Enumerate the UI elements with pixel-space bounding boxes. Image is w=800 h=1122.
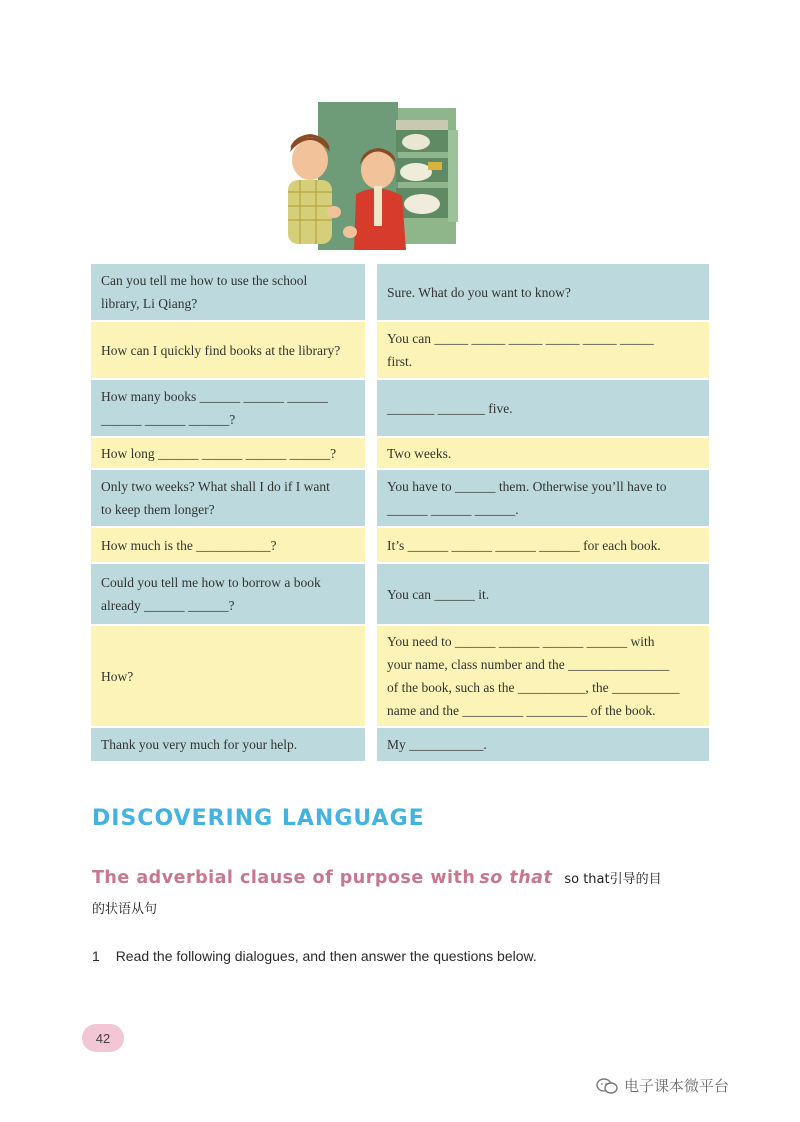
dialogue-cell-left (91, 528, 365, 562)
subheading-emphasis: so that (479, 868, 553, 888)
dialogue-text: ______ ______ ______. (387, 502, 519, 517)
section-heading: DISCOVERING LANGUAGE (92, 806, 425, 831)
exercise-instruction (92, 948, 537, 964)
dialogue-cell-left (91, 626, 365, 726)
dialogue-text: name and the _________ _________ of the book. (387, 703, 656, 718)
dialogue-cell-right (377, 564, 709, 624)
dialogue-text: of the book, such as the __________, the __________ (387, 680, 680, 695)
dialogue-text: Two weeks. (387, 445, 452, 461)
dialogue-text: It’s ______ ______ ______ ______ for each book. (387, 537, 661, 553)
dialogue-text: Can you tell me how to use the school (101, 273, 308, 288)
dialogue-cell-left (91, 380, 365, 436)
subheading-chinese: so that引导的目 (564, 872, 662, 887)
dialogue-text: How long ______ ______ ______ ______? (101, 445, 337, 461)
dialogue-text: How many books ______ ______ ______ (101, 389, 328, 404)
dialogue-text: Sure. What do you want to know? (387, 284, 571, 300)
dialogue-cell-left (91, 322, 365, 378)
dialogue-cell-right (377, 264, 709, 320)
dialogue-text: Only two weeks? What shall I do if I want (101, 479, 330, 494)
boys-library-illustration (276, 100, 472, 252)
dialogue-text: library, Li Qiang? (101, 296, 198, 311)
dialogue-text: already ______ ______? (101, 598, 235, 613)
dialogue-text: How? (101, 668, 134, 684)
dialogue-text: ______ ______ ______? (101, 412, 236, 427)
dialogue-text: You have to ______ them. Otherwise you’ll have to (387, 479, 667, 494)
dialogue-cell-left (91, 564, 365, 624)
dialogue-text: _______ _______ five. (387, 400, 513, 416)
dialogue-cell-right (377, 380, 709, 436)
dialogue-text: You can _____ _____ _____ _____ _____ _____ (387, 331, 654, 346)
exercise-number: 1 (92, 948, 100, 964)
dialogue-text: How much is the ___________? (101, 537, 277, 553)
dialogue-text: You need to ______ ______ ______ ______ with (387, 634, 655, 649)
dialogue-cell-left (91, 470, 365, 526)
dialogue-text: You can ______ it. (387, 586, 490, 602)
dialogue-table (91, 264, 709, 761)
dialogue-cell-left (91, 438, 365, 468)
subheading-chinese-continued: 的状语从句 (92, 902, 158, 917)
dialogue-text: to keep them longer? (101, 502, 215, 517)
subheading-english: The adverbial clause of purpose with (92, 868, 476, 888)
dialogue-cell-left (91, 264, 365, 320)
dialogue-text: your name, class number and the _______________ (387, 657, 670, 672)
wechat-icon (596, 1077, 618, 1095)
dialogue-cell-right (377, 626, 709, 726)
watermark (596, 1075, 729, 1096)
dialogue-text: Could you tell me how to borrow a book (101, 575, 321, 590)
dialogue-text: Thank you very much for your help. (101, 737, 298, 752)
dialogue-text: How can I quickly find books at the library? (101, 342, 341, 358)
section-subheading (92, 864, 732, 894)
dialogue-cell-right (377, 470, 709, 526)
watermark-text: 电子课本微平台 (624, 1077, 730, 1095)
page-number: 42 (82, 1024, 124, 1052)
dialogue-cell-right (377, 438, 709, 468)
dialogue-cell-right (377, 728, 709, 761)
dialogue-cell-left (91, 728, 365, 761)
dialogue-text: first. (387, 354, 413, 369)
exercise-text: Read the following dialogues, and then answer the questions below. (115, 948, 537, 964)
dialogue-text: My ___________. (387, 737, 487, 752)
dialogue-cell-right (377, 528, 709, 562)
dialogue-cell-right (377, 322, 709, 378)
